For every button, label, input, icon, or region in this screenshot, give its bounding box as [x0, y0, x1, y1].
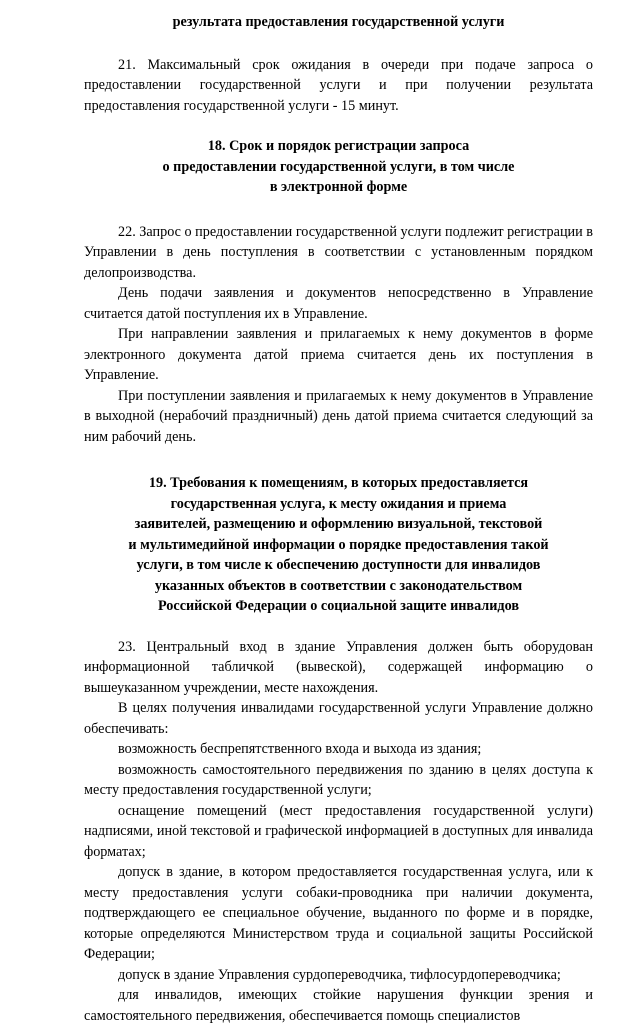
section-19-heading [84, 473, 593, 617]
paragraph-23-movement: возможность самостоятельного передвижения по зданию в целях доступа к месту предоставления государственной услуги; [84, 761, 593, 798]
paragraph-21: 21. Максимальный срок ожидания в очереди при подаче запроса о предоставлении государственной услуги и при получении результата предоставления государственной услуги - 15 минут. [84, 56, 593, 114]
spacer [84, 33, 593, 55]
paragraph-22: 22. Запрос о предоставлении государственной услуги подлежит регистрации в Управлении в день поступления в соответствии с установленным порядком делопроизводства. [84, 223, 593, 281]
paragraph-22-submission-day: День подачи заявления и документов непосредственно в Управление считается датой поступления их в Управление. [84, 285, 593, 322]
section-19-heading-line: государственная услуга, к месту ожидания и приема [170, 495, 507, 512]
spacer [84, 617, 593, 637]
section-19-heading-line: услуги, в том числе к обеспечению доступности для инвалидов [136, 557, 541, 573]
paragraph-22-electronic: При направлении заявления и прилагаемых к нему документов в форме электронного документа датой приема считается день их поступления в Управление. [84, 326, 593, 383]
section-19-heading-line: 19. Требования к помещениям, в которых предоставляется [148, 475, 529, 491]
section-18-heading-line: в электронной форме [269, 179, 408, 195]
paragraph-23-interpreter: допуск в здание Управления сурдопереводчика, тифлосурдопереводчика; [118, 966, 561, 983]
section-18-heading-line: о предоставлении государственной услуги, в том числе [162, 158, 515, 175]
paragraph-23-disabled-access: В целях получения инвалидами государственной услуги Управление должно обеспечивать: [84, 700, 593, 737]
paragraph-23-entry-exit: возможность беспрепятственного входа и выхода из здания; [118, 741, 482, 757]
section-18-heading [84, 136, 593, 198]
paragraph-23-guide-dog: допуск в здание, в котором предоставляется государственная услуга, или к месту предоставления услуги собаки-проводника при наличии документа, подтверждающего ее специальное обучение, выданного по форме и в порядке, которые определяются Министерством труда и социальной защиты Российской Федерации; [84, 864, 593, 962]
section-19-heading-line: и мультимедийной информации о порядке предоставления такой [128, 536, 549, 553]
top-heading: результата предоставления государственной услуги [172, 14, 505, 30]
section-19-heading-line: заявителей, размещению и оформлению визуальной, текстовой [134, 516, 543, 532]
paragraph-23-signage: оснащение помещений (мест предоставления государственной услуги) надписями, иной текстовой и графической информацией в доступных для инвалида форматах; [84, 802, 593, 860]
section-19-heading-line: указанных объектов в соответствии с законодательством [154, 577, 523, 594]
section-19-heading-line: Российской Федерации о социальной защите инвалидов [157, 598, 520, 614]
paragraph-23: 23. Центральный вход в здание Управления должен быть оборудован информационной табличкой (вывеской), содержащей информацию о вышеуказанном учреждении, месте нахождения. [84, 638, 593, 696]
spacer [84, 447, 593, 473]
spacer [84, 198, 593, 222]
paragraph-23-assistance: для инвалидов, имеющих стойкие нарушения функции зрения и самостоятельного передвижения, обеспечивается помощь специалистов [84, 987, 593, 1024]
spacer [84, 116, 593, 136]
section-18-heading-line: 18. Срок и порядок регистрации запроса [207, 138, 470, 154]
paragraph-22-holiday: При поступлении заявления и прилагаемых к нему документов в Управление в выходной (нерабочий праздничный) день датой приема считается следующий за ним рабочий день. [84, 387, 593, 445]
